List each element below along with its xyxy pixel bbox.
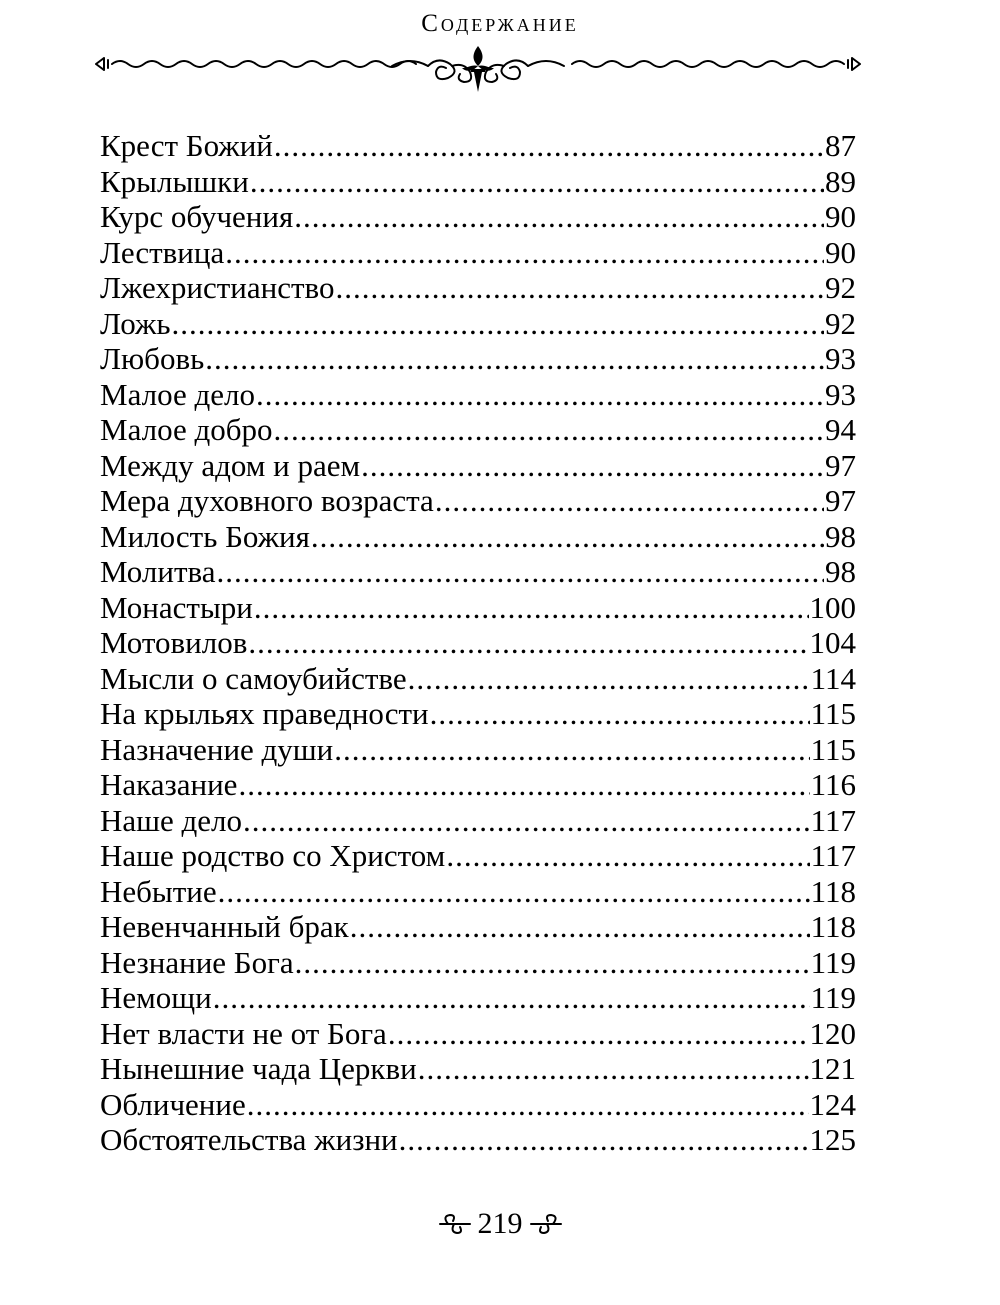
toc-entry [100,483,856,519]
toc-entry [100,448,856,484]
toc-entry [100,1016,856,1052]
dot-leader [430,696,810,732]
toc-entry [100,874,856,910]
toc-entry-title: Лжехристианство [100,270,335,305]
dot-leader [435,483,824,519]
toc-entry-title: Любовь [100,341,205,376]
toc-entry-page: 117 [810,802,856,838]
toc-entry-page: 119 [810,980,856,1015]
dot-leader [250,164,824,200]
dot-leader [408,661,810,697]
dot-leader [248,625,808,661]
toc-entry-page: 97 [825,483,856,518]
toc-entry-page: 116 [810,767,856,802]
dot-leader [418,1051,809,1087]
dot-leader [256,377,824,413]
toc-entry-page: 87 [825,128,856,163]
toc-entry [100,980,856,1016]
toc-entry-title: Лествица [100,234,225,270]
toc-entry-page: 97 [825,447,856,483]
dot-leader [334,732,809,768]
dot-leader [446,838,809,874]
toc-entry-page: 90 [825,199,856,234]
toc-entry [100,590,856,626]
toc-entry-title: Малое добро [100,412,273,447]
toc-entry-title: Невенчанный брак [100,909,349,944]
dot-leader [274,128,824,164]
toc-entry-page: 121 [809,1051,856,1086]
toc-entry [100,767,856,803]
toc-entry-title: Небытие [100,873,217,909]
dot-leader [254,590,809,626]
toc-entry [100,128,856,164]
toc-entry-page: 93 [825,341,856,376]
toc-entry [100,554,856,590]
toc-entry [100,838,856,874]
toc-entry-page: 119 [810,944,856,980]
dot-leader [294,199,824,235]
toc-entry-title: Монастыри [100,589,253,625]
toc-entry-page: 104 [809,625,856,660]
toc-entry-title: Нынешние чада Церкви [100,1051,417,1086]
toc-entry [100,377,856,413]
page-footer [0,1204,1000,1244]
toc-entry-page: 94 [825,412,856,447]
dot-leader [399,1122,809,1158]
toc-entry-title: Малое дело [100,376,255,412]
page-number: 219 [477,1207,523,1240]
toc-entry [100,696,856,732]
toc-entry-page: 114 [810,660,856,696]
dot-leader [218,874,810,910]
toc-entry-title: Крест Божий [100,128,273,163]
swirl-ornament-icon [438,1212,472,1236]
toc-entry-title: Немощи [100,980,212,1015]
toc-entry-title: Милость Божия [100,518,310,554]
toc-entry [100,519,856,555]
toc-entry [100,661,856,697]
dot-leader [213,980,810,1016]
dot-leader [205,341,824,377]
toc-entry-page: 117 [810,838,856,873]
toc-entry-page: 118 [810,909,856,944]
dot-leader [216,554,824,590]
toc-entry-title: Молитва [100,554,216,589]
dot-leader [311,519,824,555]
toc-entry-page: 115 [810,731,856,767]
toc-entry [100,625,856,661]
toc-entry-page: 124 [809,1086,856,1122]
toc-entry-page: 115 [810,696,856,731]
toc-entry-page: 118 [810,873,856,909]
table-of-contents [100,128,856,1158]
toc-entry [100,164,856,200]
dot-leader [335,270,824,306]
toc-entry-title: Наказание [100,767,238,802]
toc-entry-title: Курс обучения [100,199,294,234]
toc-entry-title: Мотовилов [100,625,248,660]
toc-entry-title: На крыльях праведности [100,696,429,731]
toc-entry [100,199,856,235]
toc-entry-title: Обстоятельства жизни [100,1122,398,1157]
toc-entry-title: Наше дело [100,802,243,838]
dot-leader [225,235,824,271]
running-title: Содержание [421,10,579,37]
toc-entry-page: 93 [825,376,856,412]
toc-entry [100,1087,856,1123]
toc-entry-page: 89 [825,163,856,199]
toc-entry [100,235,856,271]
dot-leader [172,306,824,342]
toc-entry [100,1051,856,1087]
dot-leader [247,1087,809,1123]
toc-entry [100,803,856,839]
toc-entry [100,341,856,377]
dot-leader [274,412,825,448]
dot-leader [361,448,824,484]
toc-entry [100,909,856,945]
toc-entry [100,270,856,306]
toc-entry-page: 90 [825,234,856,270]
swirl-ornament-icon [529,1212,563,1236]
toc-entry [100,412,856,448]
dot-leader [243,803,810,839]
toc-entry-title: Крылышки [100,163,249,199]
toc-entry-title: Мера духовного возраста [100,483,434,518]
toc-entry-title: Обличение [100,1086,246,1122]
toc-entry-title: Назначение души [100,731,334,767]
flourish-divider-icon [92,42,864,100]
dot-leader [388,1016,809,1052]
toc-entry-page: 120 [809,1015,856,1051]
toc-entry-page: 98 [825,518,856,554]
toc-entry-page: 125 [809,1122,856,1157]
toc-entry [100,732,856,768]
dot-leader [350,909,810,945]
toc-entry [100,306,856,342]
toc-entry-title: Наше родство со Христом [100,838,446,873]
toc-entry-title: Нет власти не от Бога [100,1015,387,1051]
toc-entry-title: Незнание Бога [100,944,294,980]
dot-leader [295,945,810,981]
toc-entry-page: 98 [825,554,856,589]
toc-entry-page: 100 [809,589,856,625]
toc-entry-title: Ложь [100,305,171,341]
toc-entry-page: 92 [825,270,856,305]
toc-entry-title: Мысли о самоубийстве [100,660,407,696]
dot-leader [238,767,809,803]
toc-entry-page: 92 [825,305,856,341]
toc-entry [100,945,856,981]
toc-entry-title: Между адом и раем [100,447,361,483]
toc-entry [100,1122,856,1158]
